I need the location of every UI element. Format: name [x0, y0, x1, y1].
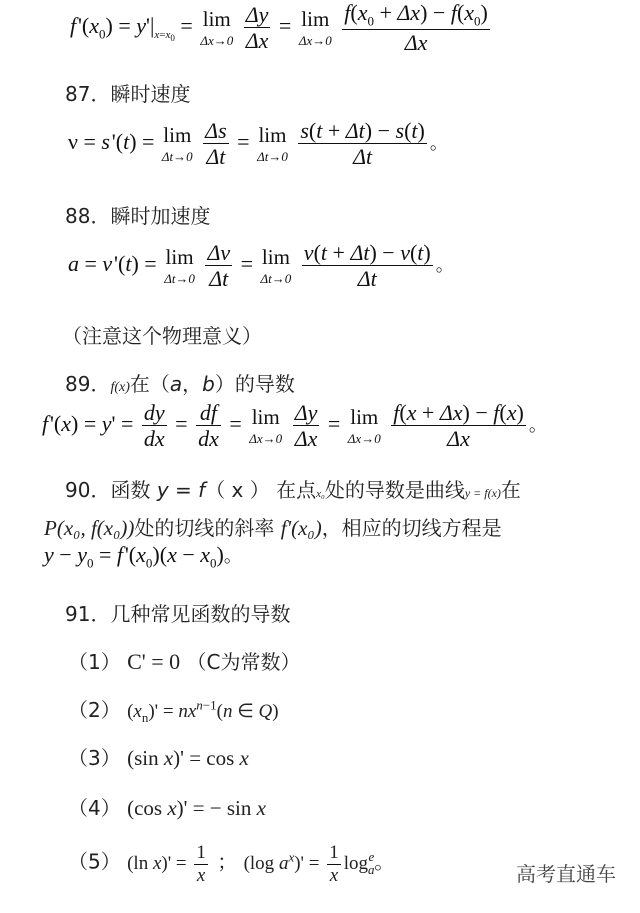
item-formula: (cos x)' = − sin x [127, 796, 266, 820]
section-90-text-a: 90．函数 [65, 478, 151, 502]
period: 。 [223, 546, 242, 567]
formula-instant-velocity: ν = s '(t) = lim Δt→0 $\frac{\Delta s}{\Delta t}$ = lim Δt→0 $\frac{s(t + \Delta t) - s(t)}{\Delta t}$ 。 [68, 118, 448, 170]
section-89-title [65, 368, 295, 397]
section-89-sep: ， [182, 372, 203, 396]
section-89-fx: f(x) [110, 380, 130, 395]
period: 。 [429, 132, 448, 154]
item-formula: $(x_n)' = nx^{n-1}(n$ ∈ Q) [127, 697, 279, 725]
watermark: 高考直通车 [516, 862, 616, 886]
item-end: 。 [374, 849, 395, 874]
section-90-line1 [65, 474, 521, 503]
section-90-curve: y = f(x) [464, 486, 501, 500]
section-90-text-b: 在点 [276, 478, 317, 502]
section-90-x0: x₀ [316, 488, 325, 500]
formula-derivative-at-point: f '$(x_0) = y'|_{x=x_0}$ = lim Δx→0 $\frac{\Delta y}{\Delta x}$ = lim Δx→0 $\frac{f(x_0 + \Delta x) - f(x_0)}{\Delta x}$ [70, 0, 488, 56]
period: 。 [435, 254, 454, 276]
section-89-suffix: ）的导数 [214, 372, 295, 396]
item-tail: （C为常数） [186, 650, 301, 674]
section-91-title: 91．几种常见函数的导数 [65, 602, 291, 626]
section-89-a: a [169, 372, 183, 396]
item-formula: C' = 0 [127, 649, 181, 674]
section-90-point: P(x₀, f(x₀)) [44, 516, 135, 540]
derivative-item-5 [68, 842, 394, 887]
section-90-text-c: 处的导数是曲线 [324, 478, 465, 502]
derivative-item-3 [68, 742, 249, 771]
period: 。 [528, 414, 547, 436]
section-89-b: b [202, 372, 215, 396]
section-87-title: 87．瞬时速度 [65, 82, 191, 106]
formula-tangent-line: $y - y_0 = f$ '$(x_0)(x - x_0)$。 [44, 542, 242, 571]
derivative-item-4 [68, 792, 266, 821]
section-90-x: （ x ） [205, 478, 270, 502]
section-90-f: f [198, 478, 206, 502]
physics-note: （注意这个物理意义） [62, 324, 262, 348]
item-number: （1） [68, 650, 121, 674]
item-sep: ； [217, 849, 238, 874]
item-formula: (sin x)' = cos x [127, 746, 249, 770]
item-formula-ln: (ln x)' = $\frac{1}{x}$ [127, 842, 206, 886]
section-88-title: 88．瞬时加速度 [65, 204, 211, 228]
formula-instant-acceleration: a = v '(t) = lim Δt→0 $\frac{\Delta v}{\Delta t}$ = lim Δt→0 $\frac{v(t + \Delta t) - v(t)}{\Delta t}$ 。 [68, 240, 454, 292]
item-number: （5） [68, 849, 121, 874]
section-90-text-d: 在 [500, 478, 521, 502]
item-number: （3） [68, 746, 121, 770]
section-90-text-f: ，相应的切线方程是 [321, 516, 502, 540]
section-90-text-e: 处的切线的斜率 [134, 516, 275, 540]
item-number: （2） [68, 698, 121, 722]
item-formula-log: (log $a^x)'$ = $\frac{1}{x}$ $\log_a^e$ [243, 842, 375, 886]
derivative-item-2 [68, 694, 279, 726]
formula-derivative-function: f '(x) = y' = $\frac{dy}{dx}$ = $\frac{df}{dx}$ = lim Δx→0 $\frac{\Delta y}{\Delta x}$ = lim Δx→0 $\frac{f(x + \Delta x) - f(x)}{\Delta x}$ 。 [42, 400, 547, 452]
item-number: （4） [68, 796, 121, 820]
section-89-text: 在（ [129, 372, 170, 396]
section-89-prefix: 89． [65, 372, 111, 396]
section-90-eq: = [168, 478, 199, 502]
section-90-y: y [156, 478, 169, 502]
derivative-item-1 [68, 646, 300, 675]
section-90-line2 [44, 512, 502, 541]
section-90-slope: f'(x₀) [280, 516, 322, 540]
